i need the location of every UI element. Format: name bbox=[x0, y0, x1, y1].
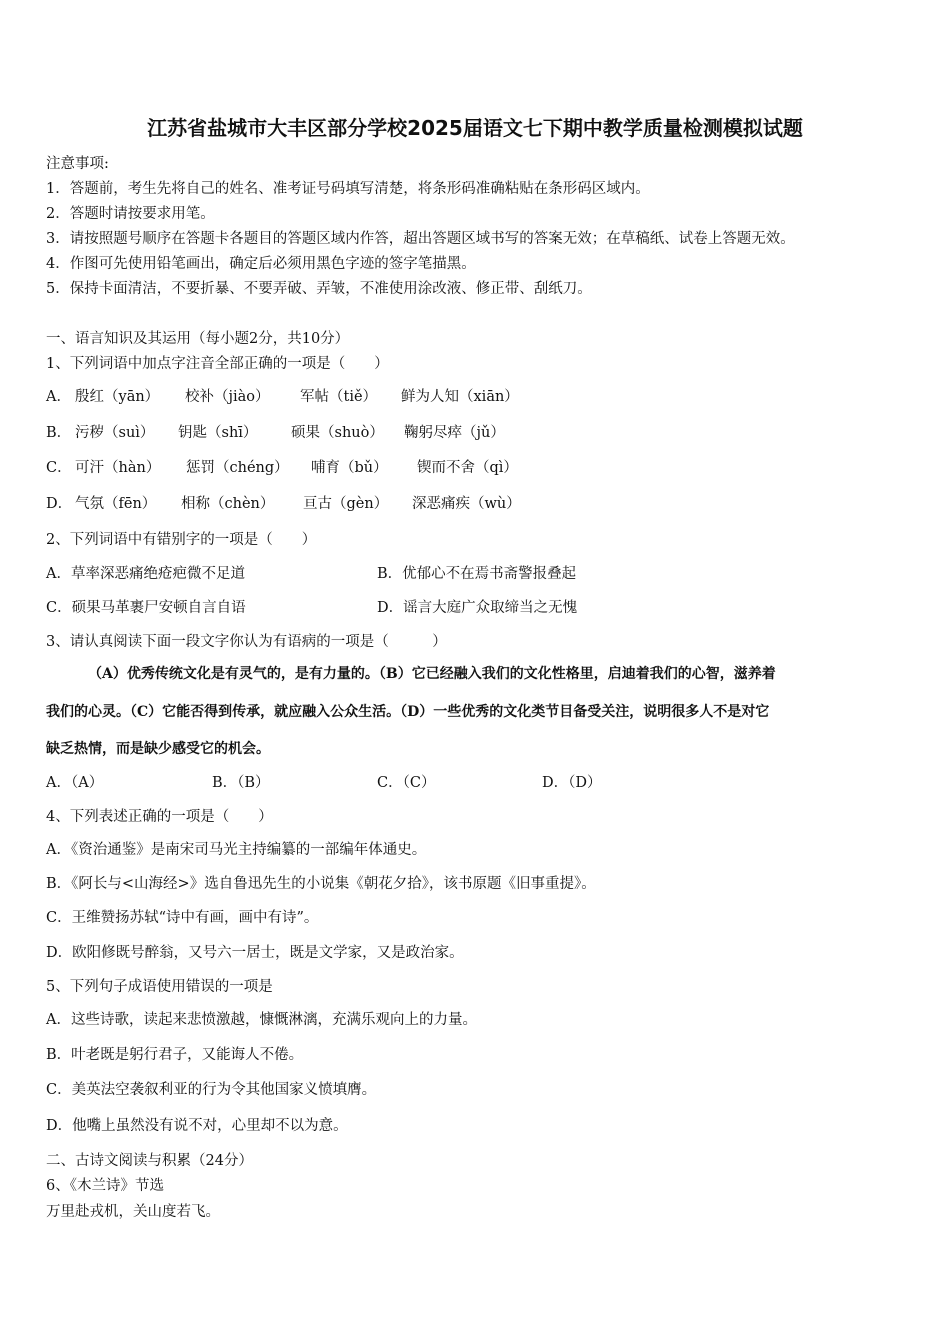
q3-stem: 3、请认真阅读下面一段文字你认为有语病的一项是（ ） bbox=[46, 634, 447, 650]
q2-option-c: C．硕果马革裹尸安顿自言自语 bbox=[46, 600, 246, 616]
q1-stem: 1、下列词语中加点字注音全部正确的一项是（ ） bbox=[46, 356, 389, 372]
q5-option: A．这些诗歌，读起来悲愤激越，慷慨淋漓，充满乐观向上的力量。 bbox=[46, 1012, 477, 1028]
q2-option-b: B．优郁心不在焉书斋警报叠起 bbox=[377, 566, 577, 582]
q1-option-d-word: 气氛（fēn） bbox=[75, 496, 157, 512]
q1-option-d-word: 亘古（gèn） bbox=[303, 496, 389, 512]
q1-option-c-word: 惩罚（chéng） bbox=[186, 460, 289, 476]
q2-option-d: D．谣言大庭广众取缔当之无愧 bbox=[377, 600, 578, 616]
q4-option: B．《阿长与<山海经>》选自鲁迅先生的小说集《朝花夕拾》，该书原题《旧事重提》。 bbox=[46, 876, 596, 892]
q1-option-b-word: 硕果（shuò） bbox=[291, 425, 384, 441]
q1-option-d-word: 相称（chèn） bbox=[181, 496, 275, 512]
q1-option-a-word: 殷红（yān） bbox=[75, 389, 160, 405]
q3-option-c: C．（C） bbox=[377, 775, 436, 791]
q1-option-c-word: 锲而不舍（qì） bbox=[417, 460, 518, 476]
q3-option-b: B．（B） bbox=[212, 775, 270, 791]
q1-option-d-word: 深恶痛疾（wù） bbox=[412, 496, 521, 512]
notice-item: 3．请按照题号顺序在答题卡各题目的答题区域内作答，超出答题区域书写的答案无效；在草稿纸、试卷上答题无效。 bbox=[46, 231, 795, 247]
q3-passage-line: （A）优秀传统文化是有灵气的，是有力量的。（B）它已经融入我们的文化性格里，启迪着我们的心智，滋养着 bbox=[88, 666, 776, 682]
q1-option-b-word: 污秽（suì） bbox=[75, 425, 155, 441]
q2-stem: 2、下列词语中有错别字的一项是（ ） bbox=[46, 532, 317, 548]
q5-option: B．叶老既是躬行君子，又能诲人不倦。 bbox=[46, 1047, 304, 1063]
q5-option: D．他嘴上虽然没有说不对，心里却不以为意。 bbox=[46, 1118, 348, 1134]
notice-item: 2．答题时请按要求用笔。 bbox=[46, 206, 215, 222]
q1-option-c-word: 可汗（hàn） bbox=[75, 460, 161, 476]
q4-option: C．王维赞扬苏轼“诗中有画，画中有诗”。 bbox=[46, 910, 319, 926]
notice-item: 5．保持卡面清洁，不要折暴、不要弄破、弄皱，不准使用涂改液、修正带、刮纸刀。 bbox=[46, 281, 592, 297]
q3-passage-line: 我们的心灵。（C）它能否得到传承，就应融入公众生活。（D）一些优秀的文化类节目备受关注，说明很多人不是对它 bbox=[46, 704, 770, 720]
q1-option-a-label: A． bbox=[46, 389, 71, 405]
q3-passage-line: 缺乏热情，而是缺少感受它的机会。 bbox=[46, 741, 270, 757]
q1-option-a-word: 校补（jiào） bbox=[185, 389, 270, 405]
q4-stem: 4、下列表述正确的一项是（ ） bbox=[46, 809, 273, 825]
q5-option: C．美英法空袭叙利亚的行为令其他国家义愤填膺。 bbox=[46, 1082, 377, 1098]
q1-option-c-label: C． bbox=[46, 460, 72, 476]
q1-option-a-word: 鲜为人知（xiān） bbox=[401, 389, 519, 405]
q3-option-a: A．（A） bbox=[46, 775, 104, 791]
notice-item: 4．作图可先使用铅笔画出，确定后必须用黑色字迹的签字笔描黑。 bbox=[46, 256, 476, 272]
q5-stem: 5、下列句子成语使用错误的一项是 bbox=[46, 979, 273, 995]
q1-option-b-label: B． bbox=[46, 425, 72, 441]
q4-option: A．《资治通鉴》是南宋司马光主持编纂的一部编年体通史。 bbox=[46, 842, 427, 858]
q4-option: D．欧阳修既号醉翁，又号六一居士，既是文学家，又是政治家。 bbox=[46, 945, 464, 961]
exam-title: 江苏省盐城市大丰区部分学校2025届语文七下期中教学质量检测模拟试题 bbox=[147, 116, 803, 140]
q6-poem-line: 万里赴戎机，关山度若飞。 bbox=[46, 1204, 220, 1220]
q3-option-d: D．（D） bbox=[542, 775, 602, 791]
section2-heading: 二、古诗文阅读与积累（24分） bbox=[46, 1153, 253, 1169]
q1-option-d-label: D． bbox=[46, 496, 73, 512]
section1-heading: 一、语言知识及其运用（每小题2分，共10分） bbox=[46, 331, 350, 347]
q1-option-c-word: 哺育（bǔ） bbox=[311, 460, 388, 476]
q1-option-b-word: 钥匙（shī） bbox=[178, 425, 258, 441]
q6-stem: 6、《木兰诗》节选 bbox=[46, 1178, 164, 1194]
q2-option-a: A．草率深恶痛绝疮疤微不足道 bbox=[46, 566, 245, 582]
q1-option-b-word: 鞠躬尽瘁（jǔ） bbox=[404, 425, 505, 441]
q1-option-a-word: 军帖（tiě） bbox=[300, 389, 378, 405]
notice-heading: 注意事项: bbox=[46, 156, 109, 172]
notice-item: 1．答题前，考生先将自己的姓名、准考证号码填写清楚，将条形码准确粘贴在条形码区域内。 bbox=[46, 181, 650, 197]
